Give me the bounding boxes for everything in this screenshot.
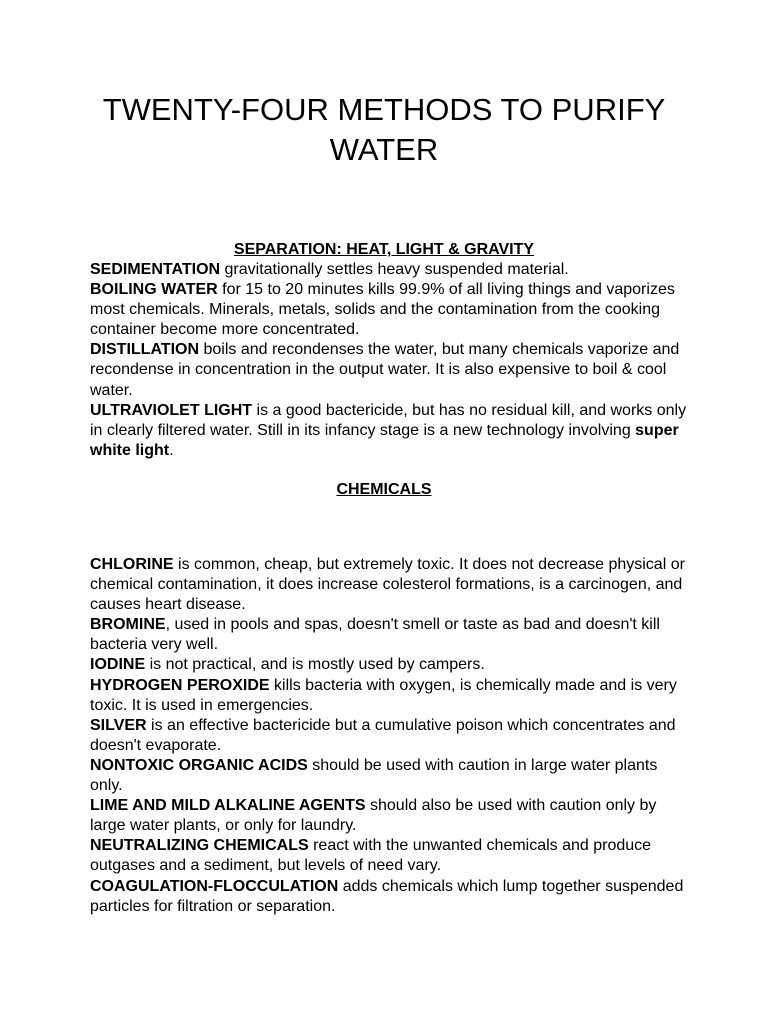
entry-text: kills bacteria with oxygen, is chemically made and is very toxic. It is used in emergencies. — [90, 676, 677, 714]
section-separation-body — [90, 260, 690, 461]
entry-term: BOILING WATER — [90, 281, 218, 299]
entry-chlorine — [90, 555, 690, 615]
entry-term: HYDROGEN PEROXIDE — [90, 676, 270, 694]
entry-term: NEUTRALIZING CHEMICALS — [90, 837, 309, 855]
entry-text: should be used with caution in large water plants only. — [90, 756, 658, 795]
entry-coagulation-flocculation — [90, 877, 690, 917]
entry-term: COAGULATION-FLOCCULATION — [90, 877, 339, 895]
entry-tail: . — [169, 441, 174, 459]
entry-boiling-water — [90, 280, 690, 340]
entry-text: for 15 to 20 minutes kills 99.9% of all living things and vaporizes most chemicals. Minerals, metals, solids and the contamination from the cooking container become more concentrated. — [90, 281, 675, 339]
entry-text: gravitationally settles heavy suspended material. — [220, 261, 569, 278]
entry-term: SEDIMENTATION — [90, 261, 221, 278]
entry-text: adds chemicals which lump together suspended particles for filtration or separation. — [90, 877, 684, 915]
section-heading-chemicals: CHEMICALS — [336, 481, 432, 498]
entry-silver — [90, 716, 690, 756]
entry-text: is common, cheap, but extremely toxic. It does not decrease physical or chemical contamination, it does increase colesterol formations, is a carcinogen, and causes heart disease. — [90, 556, 685, 614]
entry-term: SILVER — [90, 716, 147, 734]
entry-term: NONTOXIC ORGANIC ACIDS — [90, 756, 308, 774]
entry-text: is an effective bactericide but a cumulative poison which concentrates and doesn't evaporate. — [90, 716, 676, 754]
entry-term: DISTILLATION — [90, 341, 200, 359]
section-chemicals-body — [90, 555, 690, 917]
entry-text: react with the unwanted chemicals and produce outgases and a sediment, but levels of need vary. — [90, 837, 652, 875]
entry-neutralizing-chemicals — [90, 836, 690, 876]
entry-nontoxic-organic-acids — [90, 756, 690, 796]
entry-hydrogen-peroxide — [90, 676, 690, 716]
entry-bromine — [90, 615, 690, 655]
entry-text: , used in pools and spas, doesn't smell or taste as bad and doesn't kill bacteria very well. — [90, 616, 660, 654]
entry-term: ULTRAVIOLET LIGHT — [90, 401, 253, 419]
entry-text: should also be used with caution only by large water plants, or only for laundry. — [90, 797, 657, 835]
entry-iodine — [90, 655, 690, 675]
document-title: TWENTY-FOUR METHODS TO PURIFY WATER — [102, 92, 666, 167]
entry-term: BROMINE — [90, 616, 166, 634]
entry-text: is not practical, and is mostly used by campers. — [145, 656, 485, 674]
entry-term: CHLORINE — [90, 556, 174, 573]
entry-sedimentation — [90, 260, 690, 280]
entry-text: is a good bactericide, but has no residual kill, and works only in clearly filtered water. Still in its infancy stage is a new technology involving — [90, 401, 687, 439]
entry-term: LIME AND MILD ALKALINE AGENTS — [90, 797, 366, 815]
entry-ultraviolet-light — [90, 401, 690, 461]
entry-text: boils and recondenses the water, but many chemicals vaporize and recondense in concentration in the output water. It is also expensive to boil & cool water. — [90, 341, 680, 399]
entry-lime-and-mild-alkaline-agents — [90, 796, 690, 836]
section-heading-separation: SEPARATION: HEAT, LIGHT & GRAVITY — [233, 241, 535, 258]
entry-distillation — [90, 340, 690, 400]
entry-emphasis: super white light — [90, 421, 679, 459]
entry-term: IODINE — [90, 656, 146, 674]
